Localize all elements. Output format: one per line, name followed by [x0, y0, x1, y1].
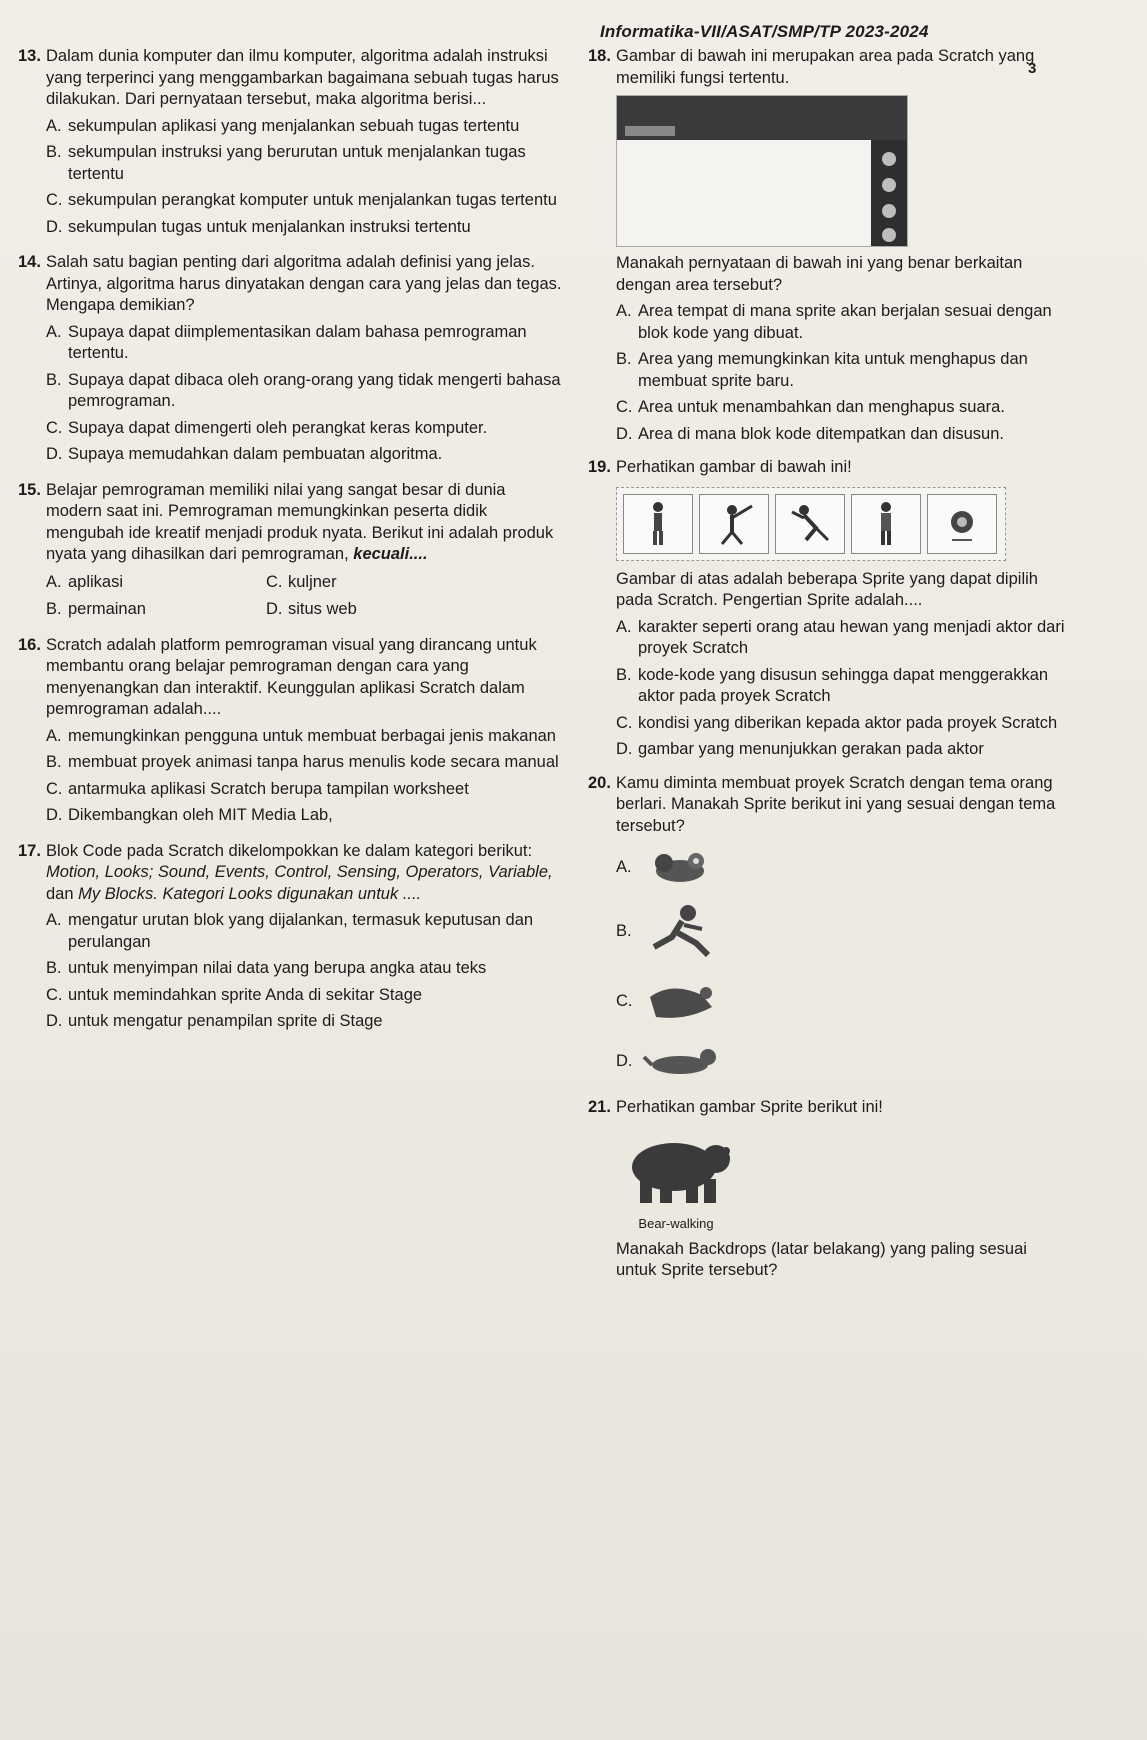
option-text: Dikembangkan oleh MIT Media Lab, [68, 806, 333, 824]
scratch-tab [625, 126, 675, 136]
question-stem: Salah satu bagian penting dari algoritma adalah definisi yang jelas. Artinya, algoritma harus dinyatakan dengan cara yang jelas dan tegas. Mengapa demikian? [46, 253, 562, 314]
option-a[interactable] [616, 617, 1068, 660]
question-18 [588, 46, 1068, 445]
option-c[interactable] [616, 977, 1068, 1025]
option-text: untuk menyimpan nilai data yang berupa angka atau teks [68, 959, 487, 977]
question-number: 13. [18, 47, 41, 65]
option-letter: C. [46, 779, 63, 798]
lying-cat-sprite-icon [642, 977, 722, 1025]
option-letter: D. [616, 424, 633, 443]
question-number: 21. [588, 1098, 611, 1116]
question-number: 20. [588, 773, 611, 792]
stem-dan: dan [46, 884, 74, 903]
option-c[interactable] [616, 713, 1068, 735]
option-text: kuljner [288, 572, 337, 591]
circle-icon [882, 204, 896, 218]
option-letter: A. [46, 572, 62, 591]
option-text: kondisi yang diberikan kepada aktor pada proyek Scratch [638, 713, 1058, 732]
option-letter: D. [46, 445, 63, 463]
option-letter: B. [46, 600, 62, 618]
option-letter: C. [266, 572, 283, 591]
option-a[interactable] [46, 726, 566, 748]
option-c[interactable] [266, 572, 486, 594]
option-letter: C. [46, 985, 63, 1004]
option-text: Area tempat di mana sprite akan berjalan sesuai dengan blok kode yang dibuat. [638, 302, 1052, 342]
option-text: Area di mana blok kode ditempatkan dan disusun. [638, 424, 1004, 443]
option-text: Supaya dapat dibaca oleh orang-orang yang tidak mengerti bahasa pemrograman. [68, 370, 561, 410]
option-text: permainan [68, 600, 146, 618]
option-c[interactable] [616, 397, 1068, 419]
option-letter: B. [616, 921, 632, 940]
sprites-image-row [616, 487, 1006, 561]
option-letter: D. [266, 600, 283, 618]
option-text: kode-kode yang disusun sehingga dapat menggerakkan aktor pada proyek Scratch [638, 665, 1049, 705]
option-letter: B. [616, 350, 632, 368]
option-a[interactable] [46, 116, 566, 138]
option-letter: C. [616, 991, 633, 1010]
question-14 [18, 252, 566, 466]
question-19 [588, 457, 1068, 761]
option-text: aplikasi [68, 572, 124, 591]
stem-my-blocks: My Blocks. [78, 884, 158, 903]
option-letter: C. [46, 418, 63, 437]
option-d[interactable] [616, 1043, 1068, 1079]
option-b[interactable] [616, 665, 1068, 708]
option-b[interactable] [46, 752, 566, 774]
question-number: 17. [18, 841, 41, 860]
option-text: Area untuk menambahkan dan menghapus suara. [638, 398, 1005, 416]
option-text: Supaya dapat dimengerti oleh perangkat keras komputer. [68, 418, 488, 437]
option-letter: C. [616, 398, 633, 416]
question-16 [18, 635, 566, 827]
stem-categories: Motion, Looks; Sound, Events, Control, Sensing, Operators, Variable, [46, 863, 553, 881]
option-text: Area yang memungkinkan kita untuk menghapus dan membuat sprite baru. [638, 350, 1028, 390]
option-letter: A. [616, 617, 632, 636]
option-letter: A. [46, 322, 62, 341]
option-a[interactable] [616, 849, 1068, 885]
option-text: sekumpulan aplikasi yang menjalankan sebuah tugas tertentu [68, 116, 520, 135]
option-d[interactable] [616, 424, 1068, 446]
sprite-person-2-icon [851, 494, 921, 554]
option-text: untuk mengatur penampilan sprite di Stage [68, 1012, 383, 1030]
option-letter: D. [616, 740, 633, 758]
option-letter: D. [616, 1051, 633, 1070]
circle-icon [882, 152, 896, 166]
sprite-dancer-2-icon [775, 494, 845, 554]
option-d[interactable] [266, 599, 486, 621]
option-letter: C. [616, 713, 633, 732]
circle-icon [882, 178, 896, 192]
option-text: memungkinkan pengguna untuk membuat berbagai jenis makanan [68, 726, 556, 745]
option-b[interactable] [46, 370, 566, 413]
option-c[interactable] [46, 985, 566, 1007]
question-number: 19. [588, 458, 611, 476]
option-text: Supaya dapat diimplementasikan dalam bahasa pemrograman tertentu. [68, 322, 527, 362]
option-letter: A. [46, 116, 62, 135]
option-text: situs web [288, 600, 357, 618]
question-stem: Gambar di bawah ini merupakan area pada Scratch yang memiliki fungsi tertentu. [616, 47, 1035, 87]
option-d[interactable] [46, 1011, 566, 1033]
option-letter: D. [46, 217, 63, 236]
sleeping-cat-sprite-icon [642, 1043, 722, 1079]
option-d[interactable] [46, 217, 566, 239]
question-number: 16. [18, 635, 41, 654]
question-17 [18, 841, 566, 1033]
cat-sprite-icon [642, 849, 722, 885]
option-text: gambar yang menunjukkan gerakan pada aktor [638, 740, 984, 758]
option-letter: B. [616, 665, 632, 684]
stem-intro: Blok Code pada Scratch dikelompokkan ke dalam kategori berikut: [46, 841, 533, 860]
sprite-person-standing-icon [623, 494, 693, 554]
question-number: 15. [18, 480, 41, 499]
sprite-ball-icon [927, 494, 997, 554]
question-stem [46, 480, 566, 566]
bear-caption: Bear-walking [638, 1215, 714, 1231]
running-cat-sprite-icon [642, 903, 722, 959]
option-c[interactable] [46, 418, 566, 440]
question-15 [18, 480, 566, 621]
option-d[interactable] [616, 739, 1068, 761]
stem-question: Kategori Looks digunakan untuk .... [162, 884, 422, 903]
option-a[interactable] [46, 572, 266, 594]
option-text: untuk memindahkan sprite Anda di sekitar Stage [68, 985, 423, 1004]
circle-icon [882, 228, 896, 242]
option-text: Supaya memudahkan dalam pembuatan algoritma. [68, 445, 443, 463]
option-b[interactable] [616, 903, 1068, 959]
option-text: mengatur urutan blok yang dijalankan, termasuk keputusan dan perulangan [68, 911, 534, 951]
question-20 [588, 773, 1068, 1080]
option-letter: B. [46, 753, 62, 771]
option-c[interactable] [46, 779, 566, 801]
bear-sprite-figure [616, 1129, 736, 1231]
option-d[interactable] [46, 444, 566, 466]
page-header: Informatika-VII/ASAT/SMP/TP 2023-2024 [600, 22, 929, 41]
option-text: sekumpulan perangkat komputer untuk menjalankan tugas tertentu [68, 191, 557, 209]
option-a[interactable] [46, 910, 566, 953]
question-stem-2: Manakah pernyataan di bawah ini yang benar berkaitan dengan area tersebut? [616, 254, 1023, 294]
option-text: membuat proyek animasi tanpa harus menulis kode secara manual [68, 753, 559, 771]
option-letter: D. [46, 1012, 63, 1030]
scratch-side-panel [871, 140, 907, 246]
option-b[interactable] [616, 349, 1068, 392]
question-stem-2: Gambar di atas adalah beberapa Sprite yang dapat dipilih pada Scratch. Pengertian Sprite adalah.... [616, 569, 1038, 609]
question-stem: Scratch adalah platform pemrograman visual yang dirancang untuk membantu orang belajar pemrograman dengan cara yang menyenangkan dan interaktif. Keunggulan aplikasi Scratch dalam pemrograman adalah.... [46, 635, 537, 718]
option-letter: A. [616, 857, 632, 876]
option-a[interactable] [46, 322, 566, 365]
option-letter: A. [46, 726, 62, 745]
option-a[interactable] [616, 301, 1068, 344]
option-text: karakter seperti orang atau hewan yang menjadi aktor dari proyek Scratch [638, 617, 1065, 657]
option-letter: A. [46, 911, 62, 929]
option-text: sekumpulan tugas untuk menjalankan instruksi tertentu [68, 217, 471, 236]
page-number: 3 [1028, 60, 1037, 77]
option-letter: B. [46, 959, 62, 977]
option-text: antarmuka aplikasi Scratch berupa tampilan worksheet [68, 779, 469, 798]
option-c[interactable] [46, 190, 566, 212]
question-stem-2: Manakah Backdrops (latar belakang) yang paling sesuai untuk Sprite tersebut? [616, 1239, 1027, 1279]
sprite-dancer-icon [699, 494, 769, 554]
question-stem: Dalam dunia komputer dan ilmu komputer, algoritma adalah instruksi yang terperinci yang menggambarkan bagaimana sebuah tugas harus dilakukan. Dari pernyataan tersebut, maka algoritma berisi... [46, 47, 559, 108]
option-letter: D. [46, 806, 63, 824]
question-stem-main: Belajar pemrograman memiliki nilai yang sangat besar di dunia modern saat ini. Pemrograman memungkinkan peserta didik mengubah ide kreatif menjadi produk nyata. Berikut ini adalah produk nyata yang dihasilkan dari pemrograman, [46, 480, 554, 563]
right-column [588, 46, 1068, 1288]
question-stem: Perhatikan gambar Sprite berikut ini! [616, 1098, 883, 1116]
option-letter: B. [46, 370, 62, 389]
kecuali-text: kecuali.... [353, 545, 428, 563]
question-13 [18, 46, 566, 238]
bear-walking-icon [616, 1129, 736, 1209]
question-stem: Perhatikan gambar di bawah ini! [616, 458, 852, 476]
question-stem [46, 841, 566, 906]
question-number: 14. [18, 253, 41, 271]
option-b[interactable] [46, 142, 566, 185]
option-d[interactable] [46, 805, 566, 827]
question-number: 18. [588, 47, 611, 65]
question-21 [588, 1097, 1068, 1282]
question-stem: Kamu diminta membuat proyek Scratch dengan tema orang berlari. Manakah Sprite berikut ini yang sesuai dengan tema tersebut? [616, 773, 1056, 835]
scratch-area-image [616, 95, 908, 247]
option-b[interactable] [46, 958, 566, 980]
option-text: sekumpulan instruksi yang berurutan untuk menjalankan tugas tertentu [68, 143, 526, 183]
option-letter: B. [46, 143, 62, 161]
left-column [18, 46, 566, 1039]
option-letter: C. [46, 191, 63, 209]
option-letter: A. [616, 302, 632, 320]
option-b[interactable] [46, 599, 266, 621]
